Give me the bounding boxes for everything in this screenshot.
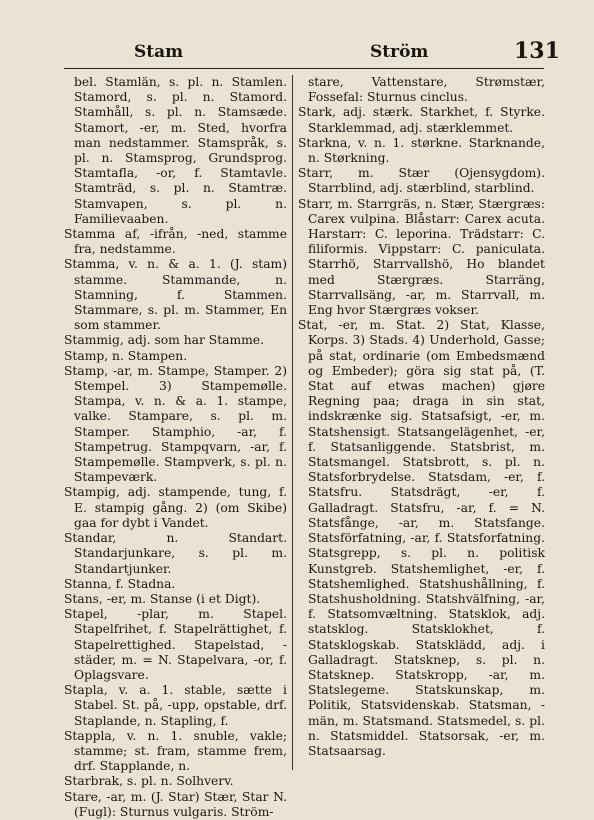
header-right-word: Ström	[370, 42, 429, 62]
dictionary-entry: bel. Stamlän, s. pl. n. Stamlen. Stamord, s. pl. n. Stamord. Stamhåll, s. pl. n. Stamsæde. Stamort, -er, m. Sted, hvorfra man nedstammer. Stamspråk, s. pl. n. Stamsprog, Grundsprog. Stamtafla, -or, f. Stamtavle. Stamträd, s. pl. n. Stamtræ. Stamvapen, s. pl. n. Familievaaben.	[74, 75, 287, 226]
column-divider	[292, 75, 293, 770]
dictionary-entry: Starr, m. Stær (Ojensygdom). Starrblind, adj. stærblind, starblind.	[298, 166, 545, 196]
dictionary-entry: Stamma af, -ifrån, -ned, stamme fra, nedstamme.	[64, 227, 287, 257]
dictionary-entry: Stat, -er, m. Stat. 2) Stat, Klasse, Korps. 3) Stads. 4) Underhold, Gasse; på stat, ordinarie (om Embedsmænd og Embeder); göra sig stat på, (T. Stat auf etwas machen) gjøre Regning paa; draga in sin stat, indskrænke sig. Statsafsigt, -er, m. Statshensigt. Statsangelägenhet, -er, f. Statsanliggende. Statsbrist, m. Statsmangel. Statsbrott, s. pl. n. Statsforbrydelse. Statsdam, -er, f. Statsfru. Statsdrägt, -er, f. Galladragt. Statsfru, -ar, f. = N. Statsfånge, -ar, m. Statsfange. Statsförfatning, -ar, f. Statsforfatning. Statsgrepp, s. pl. n. politisk Kunstgreb. Statshemlighet, -er, f. Statshemlighed. Statshushållning, f. Statshusholdning. Statshvälfning, -ar, f. Statsomvæltning. Statsklok, adj. statsklog. Statsklokhet, f. Statsklogskab. Statsklädd, adj. i Galladragt. Statsknep, s. pl. n. Statsknep. Statskropp, -ar, m. Statslegeme. Statskunskap, m. Politik, Statsvidenskab. Statsman, -män, m. Statsmand. Statsmedel, s. pl. n. Statsmiddel. Statsorsak, -er, m. Statsaarsag.	[298, 318, 545, 758]
dictionary-entry: Starkna, v. n. 1. størkne. Starknande, n. Størkning.	[298, 135, 545, 166]
dictionary-entry: Starr, m. Starrgräs, n. Stær, Stærgræs: Carex vulpina. Blåstarr: Carex acuta. Harstarr: C. leporina. Trädstarr: C. filiformis. Vippstarr: C. paniculata. Starrhö, Starrvallshö, Ho blandet med Stærgræs. Starräng, Starrvallsäng, -ar, m. Starrvall, m. Eng hvor Stærgræs vokser.	[298, 196, 545, 318]
dictionary-entry: Stamp, n. Stampen.	[64, 348, 188, 363]
dictionary-entry: Stammig, adj. som har Stamme.	[64, 333, 264, 348]
right-column	[298, 75, 545, 759]
left-column	[64, 75, 287, 820]
dictionary-entry: stare, Vattenstare, Strømstær, Fossefal: Sturnus cinclus.	[308, 75, 545, 105]
dictionary-entry: Stanna, f. Stadna.	[64, 576, 176, 591]
dictionary-entry: Stappla, v. n. 1. snuble, vakle; stamme; st. fram, stamme frem, drf. Stapplande, n.	[64, 728, 287, 774]
header-rule	[64, 68, 544, 69]
dictionary-entry: Stare, -ar, m. (J. Star) Stær, Star N. (Fugl): Sturnus vulgaris. Ström-	[64, 789, 287, 819]
dictionary-entry: Standar, n. Standart. Standarjunkare, s. pl. m. Standartjunker.	[64, 531, 287, 576]
dictionary-entry: Stamma, v. n. & a. 1. (J. stam) stamme. Stammande, n. Stamning, f. Stammen. Stammare, s. pl. m. Stammer, En som stammer.	[64, 257, 287, 333]
dictionary-entry: Stampig, adj. stampende, tung, f. E. stampig gång. 2) (om Skibe) gaa for dybt i Vandet.	[64, 485, 287, 530]
page-header	[0, 38, 594, 68]
dictionary-entry: Stans, -er, m. Stanse (i et Digt).	[64, 591, 261, 606]
dictionary-entry: Stark, adj. stærk. Starkhet, f. Styrke. Starklemmad, adj. stærklemmet.	[298, 105, 545, 135]
header-left-word: Stam	[134, 42, 184, 62]
dictionary-entry: Stamp, -ar, m. Stampe, Stamper. 2) Stempel. 3) Stampemølle. Stampa, v. n. & a. 1. stampe, valke. Stampare, s. pl. m. Stamper. Stamphio, -ar, f. Stampetrug. Stampqvarn, -ar, f. Stampemølle. Stampverk, s. pl. n. Stampeværk.	[64, 363, 287, 485]
dictionary-entry: Stapla, v. a. 1. stable, sætte i Stabel. St. på, -upp, opstable, drf. Staplande, n. Stapling, f.	[64, 683, 287, 728]
dictionary-entry: Stapel, -plar, m. Stapel. Stapelfrihet, f. Stapelrättighet, f. Stapelrettighed. Stapelstad, -städer, m. = N. Stapelvara, -or, f. Oplagsvare.	[64, 607, 287, 682]
dictionary-entry: Starbrak, s. pl. n. Solhverv.	[64, 774, 234, 789]
page-number: 131	[514, 38, 560, 64]
